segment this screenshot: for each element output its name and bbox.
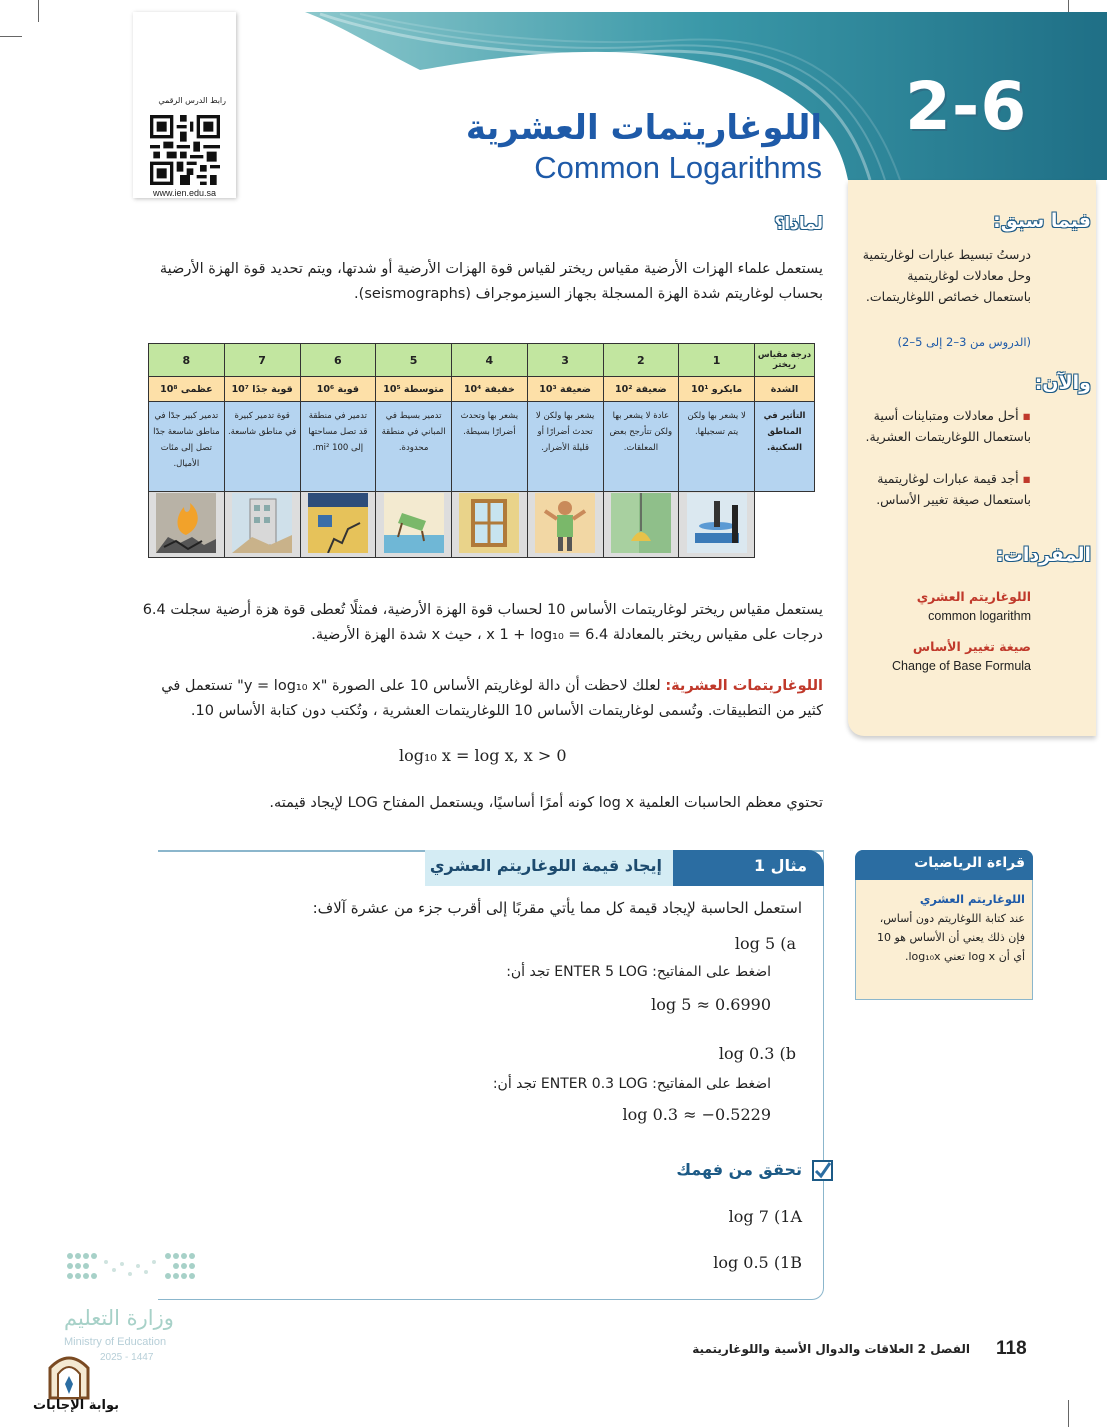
intensity-cell: متوسطة 10⁵ [376,377,452,402]
fire-crack-icon [149,492,225,558]
richter-scale-table [148,343,815,558]
row-header-scale: درجة مقياس ريختر [755,344,815,377]
ministry-name-en: Ministry of Education [64,1336,167,1348]
lesson-number: 2-6 [905,68,1028,145]
row-header-intensity: الشدة [755,377,815,402]
qr-code-icon[interactable] [150,115,220,185]
example-b-keystrokes: اضغط على المفاتيح: ENTER 0.3 LOG تجد أن: [492,1076,771,1092]
vocab-term-ar: صيغة تغيير الأساس [912,639,1031,654]
degree-cell: 5 [376,344,452,377]
degree-cell: 8 [149,344,225,377]
why-heading: لماذا؟ [774,214,823,234]
example-tag: مثال 1 [753,856,807,875]
degree-cell: 4 [452,344,528,377]
page-number: 118 [996,1338,1027,1359]
check-1b: log 0.5 (1B [713,1253,802,1272]
check-icon [812,1160,833,1181]
math-reading-text [865,890,1025,966]
example-a-result: log 5 ≈ 0.6990 [651,995,771,1014]
common-log-heading: اللوغاريتمات العشرية: [665,678,823,694]
qr-url[interactable]: www.ien.edu.sa [152,188,217,198]
example-part-a: log 5 (a [734,934,796,953]
effect-cell: تدمير كبير جدًا في مناطق شاسعة جدًا تصل إلى مئات الأميال. [149,402,225,492]
math-reading-body: عند كتابة اللوغاريتم دون أساس، فإن ذلك يعني أن الأساس هو 10 أي أن log x تعني log₁₀x. [877,912,1025,963]
intensity-cell: ضعيفة 10² [603,377,679,402]
effect-cell: يشعر بها وتحدث أضرارًا بسيطة. [452,402,528,492]
paragraph-text: لعلك لاحظت أن دالة لوغاريتم الأساس 10 على الصورة "y = log₁₀ x" تستعمل في [161,678,661,694]
answers-gate-logo-icon [46,1350,92,1400]
sidebar-vocab-heading: المفردات: [996,544,1091,566]
intensity-cell: ضعيفة 10³ [527,377,603,402]
math-reading-term: اللوغاريتم العشري [919,892,1025,906]
table-row [149,402,815,492]
effect-cell: عادة لا يشعر بها ولكن تتأرجح بعض المعلقات. [603,402,679,492]
effect-cell: قوة تدمير كبيرة في مناطق شاسعة. [224,402,300,492]
example-b-result: log 0.3 ≈ −0.5229 [622,1105,771,1124]
check-1a: log 7 (1A [728,1207,802,1226]
page-title-arabic: اللوغاريتمات العشرية [465,108,822,148]
example-part-b: log 0.3 (b [718,1044,796,1063]
collapsed-building-icon [224,492,300,558]
intensity-cell: عظمى 10⁸ [149,377,225,402]
log-equation: log₁₀ x = log x, x > 0 [399,746,567,765]
sidebar-before-text: درستُ تبسيط عبارات لوغاريتمية وحل معادلات لوغاريتمية باستعمال خصائص اللوغاريتمات. [862,247,1031,304]
vocab-term-en: common logarithm [928,609,1031,623]
edition-year: 2025 - 1447 [100,1352,154,1363]
degree-cell: 6 [300,344,376,377]
table-row [149,377,815,402]
intensity-cell: قوية جدًا 10⁷ [224,377,300,402]
intensity-cell: خفيفة 10⁴ [452,377,528,402]
falling-chair-icon [376,492,452,558]
degree-cell: 3 [527,344,603,377]
sidebar-before-ref: (الدروس من 3–2 إلى 5–2) [897,335,1031,349]
why-paragraph: يستعمل علماء الهزات الأرضية مقياس ريختر لقياس قوة الهزات الأرضية أو شدتها، ويتم تحديد قوة الهزة الأرضية بحساب لوغاريتم شدة الهزة المسجلة بجهاز السيزموجراف (seismographs). [159,261,823,302]
example-a-keystrokes: اضغط على المفاتيح: ENTER 5 LOG تجد أن: [506,964,771,980]
body-paragraph-3: تحتوي معظم الحاسبات العلمية log x كونه أمرًا أساسيًا، ويستعمل المفتاح LOG لإيجاد قيمته. [269,795,823,811]
intensity-cell: مايكرو 10¹ [679,377,755,402]
body-paragraph-2-line-2: كثير من التطبيقات. وتُسمى لوغاريتمات الأساس 10 اللوغاريتمات العشرية ، وتُكتب دون كتابة الأساس 10. [190,703,823,719]
window-icon [452,492,528,558]
seismograph-icon [679,492,755,558]
table-row [149,344,815,377]
math-reading-heading: قراءة الرياضيات [914,855,1025,871]
degree-cell: 7 [224,344,300,377]
vocab-term-en: Change of Base Formula [892,659,1031,673]
ministry-name-ar: وزارة التعليم [64,1306,174,1330]
hanging-lamp-icon [603,492,679,558]
body-paragraph-2-line-1 [133,674,823,699]
body-paragraph-1-line-2: درجات على مقياس ريختر بالمعادلة x 1 + log₁₀ = 6.4 ، حيث x شدة الهزة الأرضية. [311,627,823,643]
example-instruction: استعمل الحاسبة لإيجاد قيمة كل مما يأتي مقربًا إلى أقرب جزء من عشرة آلاف: [312,899,802,917]
qr-label: رابط الدرس الرقمي [158,96,226,105]
cracked-wall-icon [300,492,376,558]
sidebar-now-heading: والآن: [1034,372,1091,394]
example-box [158,850,824,1300]
chapter-title: الفصل 2 العلاقات والدوال الأسية واللوغاريتمية [692,1342,970,1356]
intensity-cell: قوية 10⁶ [300,377,376,402]
sidebar-now-item-2: ▪ أجد قيمة عبارات لوغاريتمية باستعمال صيغة تغيير الأساس. [876,471,1031,507]
degree-cell: 1 [679,344,755,377]
effect-cell: تدمير في منطقة قد تصل مساحتها إلى 100 mi². [300,402,376,492]
sidebar-before-heading: فيما سبق: [993,210,1091,232]
degree-cell: 2 [603,344,679,377]
body-paragraph-1-line-1: يستعمل مقياس ريختر لوغاريتمات الأساس 10 لحساب قوة الهزة الأرضية، فمثلًا تُعطى قوة هزة أرضية سجلت 6.4 [142,602,823,618]
qr-card[interactable] [133,12,236,198]
blank-cell [755,492,815,558]
row-header-effect: التأثير في المناطق السكنية. [755,402,815,492]
effect-cell: يشعر بها ولكن لا تحدث أضرارًا أو قليلة الأضرار. [527,402,603,492]
effect-cell: تدمير بسيط في المباني في منطقة محدودة. [376,402,452,492]
page-title-english: Common Logarithms [534,150,822,185]
table-row [149,492,815,558]
vocab-term-ar: اللوغاريتم العشري [916,589,1031,604]
now-item-text: أجد قيمة عبارات لوغاريتمية باستعمال صيغة تغيير الأساس. [876,471,1031,507]
person-shaking-icon [527,492,603,558]
answers-gate-label: بوابة الإجابات [33,1398,119,1413]
check-understanding-heading: تحقق من فهمك [676,1160,802,1179]
example-title: إيجاد قيمة اللوغاريتم العشري [429,856,662,875]
ministry-logo-icon [64,1250,200,1290]
crop-mark [1068,1400,1069,1427]
effect-cell: لا يشعر بها ولكن يتم تسجيلها. [679,402,755,492]
now-item-text: أحل معادلات ومتباينات أسية باستعمال اللوغاريتمات العشرية. [865,408,1031,444]
sidebar-now-item-1: ▪ أحل معادلات ومتباينات أسية باستعمال اللوغاريتمات العشرية. [865,408,1031,444]
